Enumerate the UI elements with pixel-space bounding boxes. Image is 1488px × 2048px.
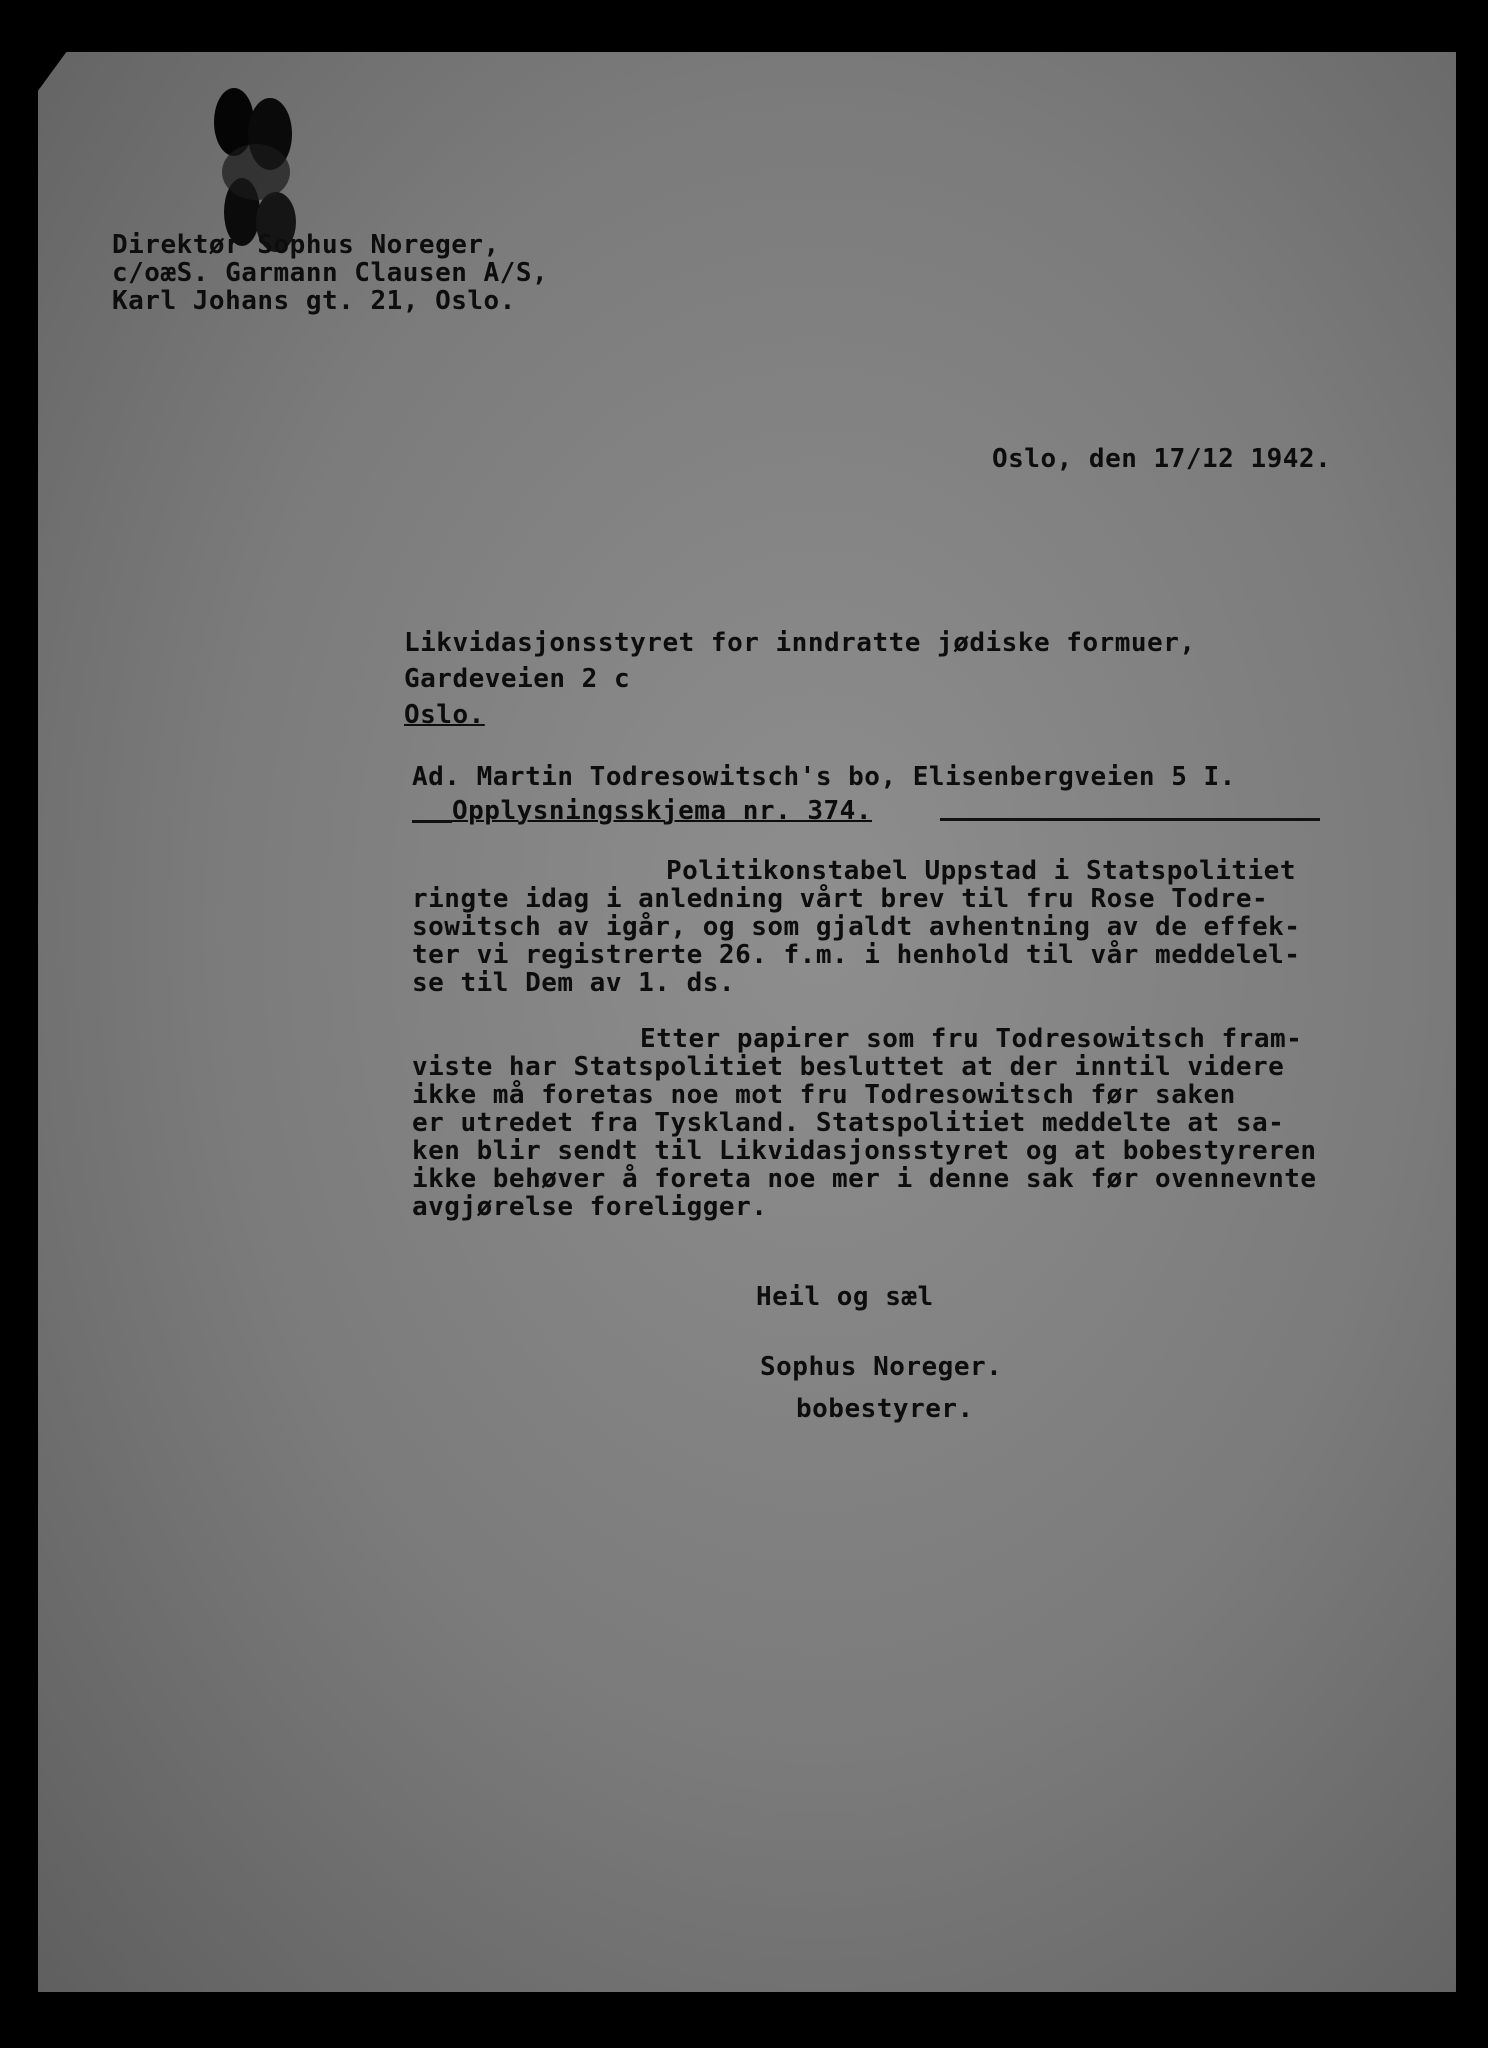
subject-line-1: Ad. Martin Todresowitsch's bo, Elisenbergveien 5 I. [412,762,1236,792]
paragraph-2-line-4: er utredet fra Tyskland. Statspolitiet meddelte at sa- [412,1108,1285,1138]
addressee-line-2: c/oæS. Garmann Clausen A/S, [112,258,549,288]
subject-underline-left [412,820,452,823]
addressee-line-3: Karl Johans gt. 21, Oslo. [112,286,516,316]
subject-line-2: Opplysningsskjema nr. 374. [452,796,872,826]
paragraph-1-line-1: Politikonstabel Uppstad i Statspolitiet [666,856,1296,886]
date-line: Oslo, den 17/12 1942. [992,444,1332,474]
signature-name: Sophus Noreger. [760,1352,1003,1382]
signature-title: bobestyrer. [796,1394,974,1424]
recipient-line-1: Likvidasjonsstyret for inndratte jødiske formuer, [404,628,1196,658]
paragraph-2-line-6: ikke behøver å foreta noe mer i denne sak før ovennevnte [412,1164,1317,1194]
paragraph-2-line-3: ikke må foretas noe mot fru Todresowitsch før saken [412,1080,1236,1110]
subject-underline-right [940,818,1320,821]
recipient-line-2: Gardeveien 2 c [404,664,631,694]
paragraph-1-line-3: sowitsch av igår, og som gjaldt avhentning av de effek- [412,912,1301,942]
paragraph-1-line-5: se til Dem av 1. ds. [412,968,736,998]
closing: Heil og sæl [756,1282,934,1312]
paragraph-2-line-7: avgjørelse foreligger. [412,1192,768,1222]
addressee-line-1: Direktør Sophus Noreger, [112,230,500,260]
paragraph-2-line-1: Etter papirer som fru Todresowitsch fram- [640,1024,1303,1054]
letter-sheet [38,52,1456,1992]
paragraph-2-line-2: viste har Statspolitiet besluttet at der inntil videre [412,1052,1285,1082]
paragraph-1-line-4: ter vi registrerte 26. f.m. i henhold til vår meddelel- [412,940,1301,970]
recipient-line-3: Oslo. [404,700,485,730]
paragraph-1-line-2: ringte idag i anledning vårt brev til fru Rose Todre- [412,884,1269,914]
paragraph-2-line-5: ken blir sendt til Likvidasjonsstyret og at bobestyreren [412,1136,1317,1166]
